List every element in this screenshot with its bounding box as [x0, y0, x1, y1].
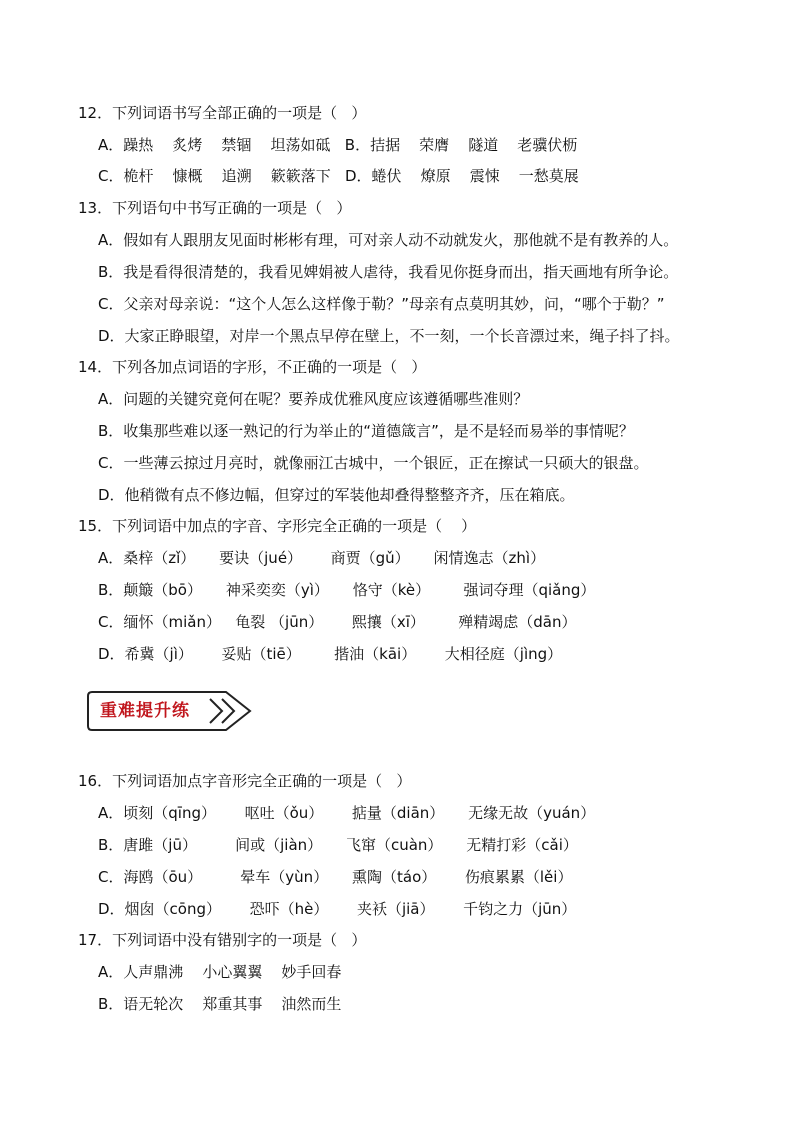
question-15-stem: 15．下列词语中加点的字音、字形完全正确的一项是（ ） — [78, 517, 477, 535]
question-13-stem: 13．下列语句中书写正确的一项是（ ） — [78, 199, 352, 217]
question-12-options-cd: C．桅杆 慷概 追溯 簌簌落下 D．蜷伏 燎原 震悚 一愁莫展 — [98, 167, 579, 185]
question-16-stem: 16．下列词语加点字音形完全正确的一项是（ ） — [78, 772, 412, 790]
question-13-option-a: A．假如有人跟朋友见面时彬彬有理，可对亲人动不动就发火，那他就不是有教养的人。 — [98, 231, 679, 249]
question-16-option-a: A．顷刻（qīng） 呕吐（ǒu） 掂量（diān） 无缘无故（yuán） — [98, 804, 596, 822]
question-15-option-c: C．缅怀（miǎn） 龟裂 （jūn） 熙攘（xī） 殚精竭虑（dān） — [98, 613, 577, 631]
question-15-option-b: B．颠簸（bō） 神采奕奕（yì） 恪守（kè） 强词夺理（qiǎng） — [98, 581, 596, 599]
question-15-option-a: A．桑梓（zǐ） 要诀（jué） 商贾（gǔ） 闲情逸志（zhì） — [98, 549, 546, 567]
section-badge-label: 重难提升练 — [100, 701, 190, 721]
question-14-option-a: A．问题的关键究竟何在呢？要养成优雅风度应该遵循哪些准则？ — [98, 390, 529, 408]
question-14-stem: 14．下列各加点词语的字形，不正确的一项是（ ） — [78, 358, 427, 376]
question-14-option-b: B．收集那些难以逐一熟记的行为举止的“道德箴言”，是不是轻而易举的事情呢？ — [98, 422, 634, 440]
question-12-stem: 12．下列词语书写全部正确的一项是（ ） — [78, 104, 367, 122]
question-14-option-d: D．他稍微有点不修边幅，但穿过的军装他却叠得整整齐齐，压在箱底。 — [98, 486, 575, 504]
question-15-option-d: D．希冀（jì） 妥贴（tiē） 揩油（kāi） 大相径庭（jìng） — [98, 645, 563, 663]
question-13-option-d: D．大家正睁眼望，对岸一个黑点早停在壁上，不一刻，一个长音漂过来，绳子抖了抖。 — [98, 327, 680, 345]
question-13-option-b: B．我是看得很清楚的，我看见婢娟被人虐待，我看见你挺身而出，指天画地有所争论。 — [98, 263, 679, 281]
question-16-option-b: B．唐雎（jū） 间或（jiàn） 飞窜（cuàn） 无精打彩（cǎi） — [98, 836, 578, 854]
question-14-option-c: C．一些薄云掠过月亮时，就像丽江古城中，一个银匠，正在擦试一只硕大的银盘。 — [98, 454, 649, 472]
question-16-option-d: D．烟囱（cōng） 恐吓（hè） 夹袄（jiā） 千钧之力（jūn） — [98, 900, 577, 918]
question-17-option-a: A．人声鼎沸 小心翼翼 妙手回春 — [98, 963, 342, 981]
question-16-option-c: C．海鸥（ōu） 晕车（yùn） 熏陶（táo） 伤痕累累（lěi） — [98, 868, 573, 886]
section-badge — [86, 690, 254, 732]
question-17-stem: 17．下列词语中没有错别字的一项是（ ） — [78, 931, 367, 949]
question-13-option-c: C．父亲对母亲说：“这个人怎么这样像于勒？”母亲有点莫明其妙，问，“哪个于勒？” — [98, 295, 665, 313]
question-12-options-ab: A．躁热 炙烤 禁锢 坦荡如砥 B．拮据 荣膺 隧道 老骥伏枥 — [98, 136, 578, 154]
question-17-option-b: B．语无轮次 郑重其事 油然而生 — [98, 995, 342, 1013]
